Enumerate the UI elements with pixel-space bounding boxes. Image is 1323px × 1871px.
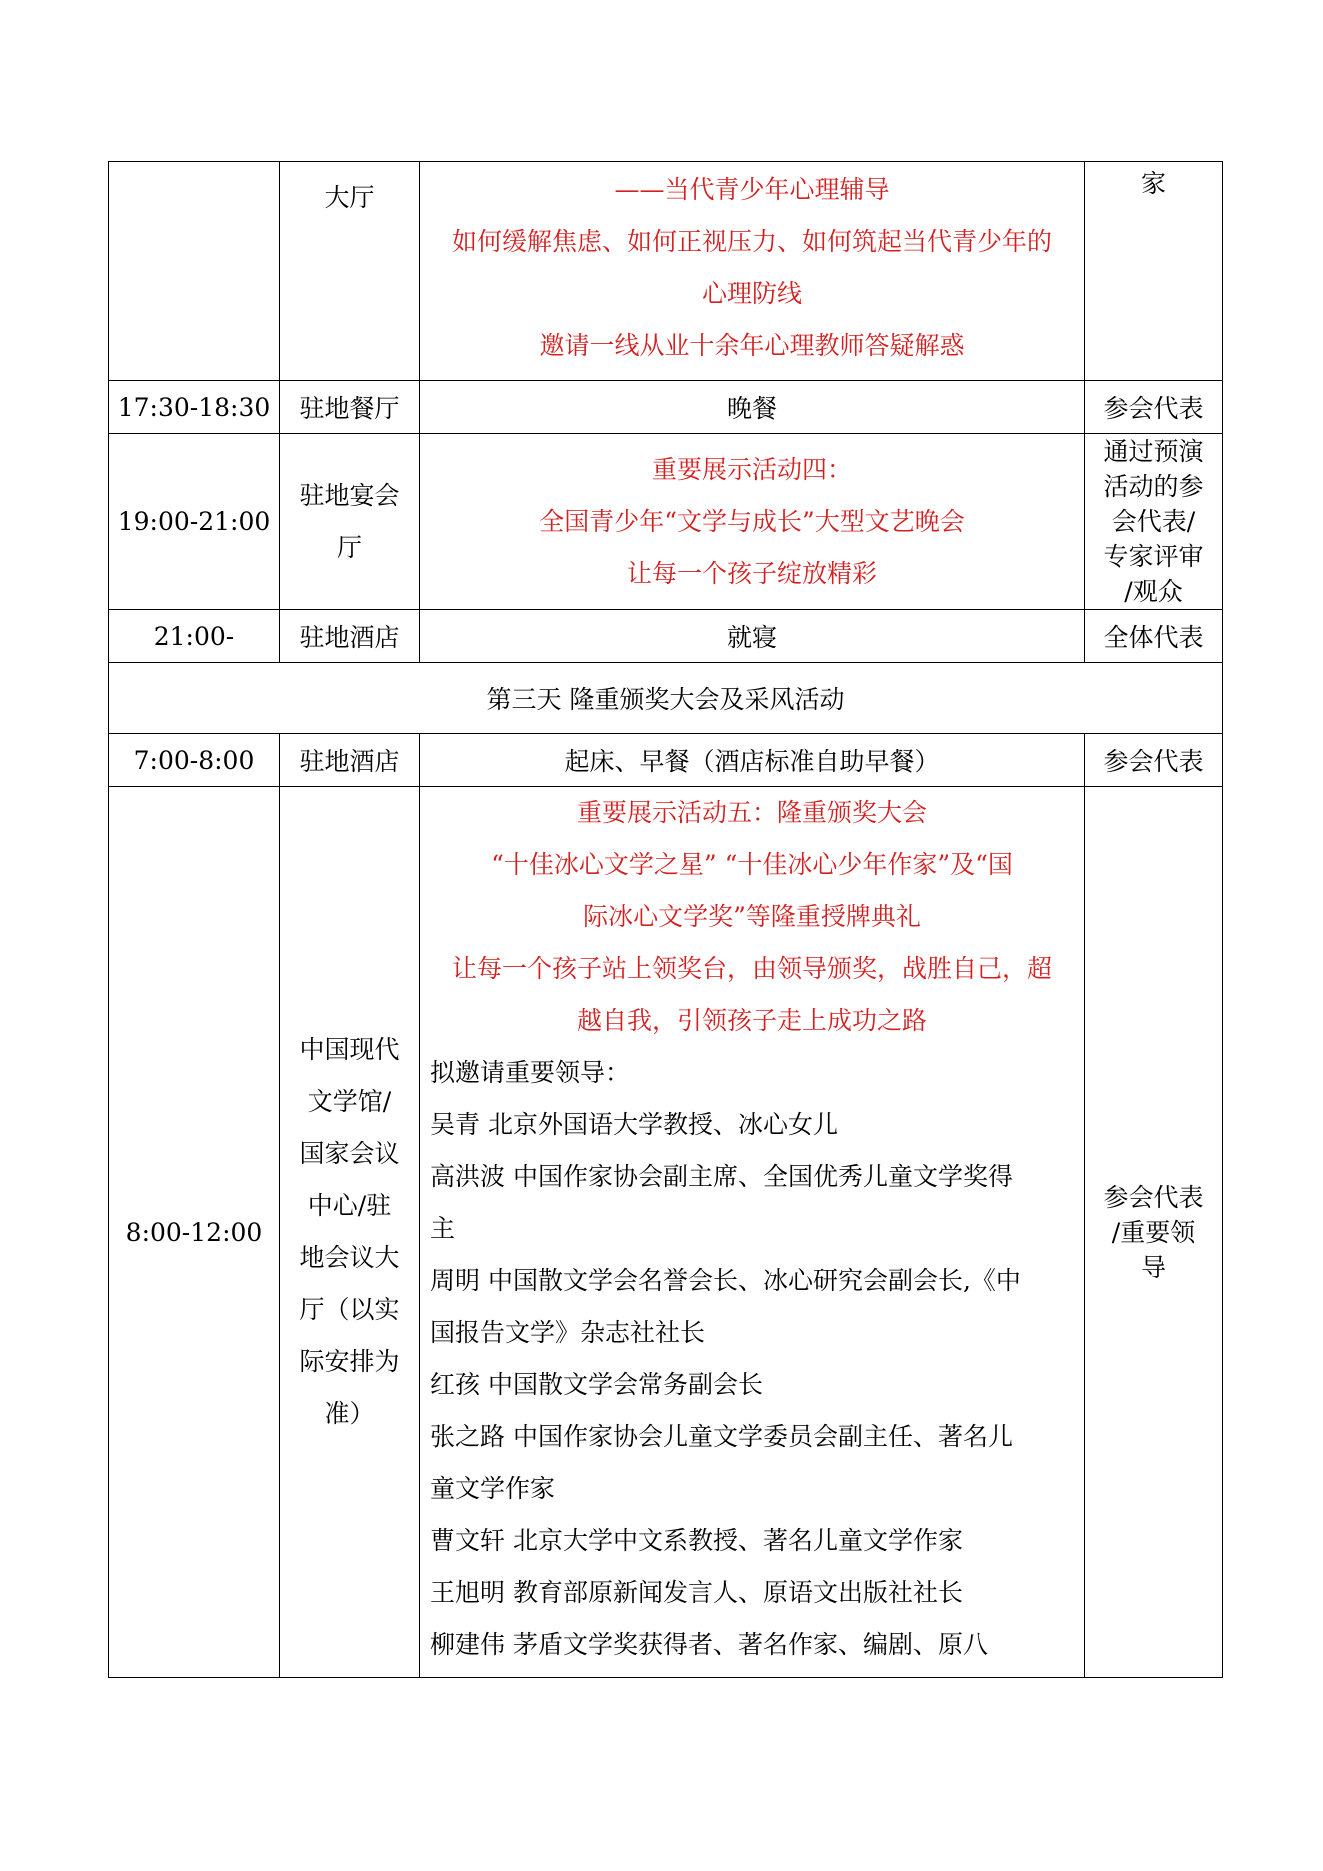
content-line: 越自我，引领孩子走上成功之路 (576, 1006, 927, 1035)
time-cell: 7:00-8:00 (109, 734, 280, 787)
content-line: 国报告文学》杂志社社长 (430, 1318, 706, 1347)
content-line: 邀请一线从业十余年心理教师答疑解惑 (539, 331, 965, 360)
time-cell: 17:30-18:30 (109, 381, 280, 434)
content-line: 如何缓解焦虑、如何正视压力、如何筑起当代青少年的 (451, 227, 1052, 256)
audience-cell: 参会代表 /重要领 导 (1085, 787, 1223, 1678)
content-line: “十佳冰心文学之星” “十佳冰心少年作家”及“国 (491, 850, 1013, 879)
table-row (109, 434, 1223, 610)
content-line: 柳建伟 茅盾文学奖获得者、著名作家、编剧、原八 (430, 1630, 988, 1659)
table-row (109, 663, 1223, 734)
table-row (109, 381, 1223, 434)
content-cell (420, 787, 1085, 1678)
content-line: ——当代青少年心理辅导 (614, 175, 890, 204)
schedule-table (108, 161, 1223, 1678)
content-line: 重要展示活动五：隆重颁奖大会 (576, 798, 927, 827)
audience-cell: 参会代表 (1085, 381, 1223, 434)
audience-cell: 通过预演 活动的参 会代表/ 专家评审 /观众 (1085, 434, 1223, 610)
venue-cell: 大厅 (280, 162, 420, 381)
content-cell (420, 162, 1085, 381)
content-line: 周明 中国散文学会名誉会长、冰心研究会副会长,《中 (430, 1266, 1021, 1295)
day-heading: 第三天 隆重颁奖大会及采风活动 (109, 663, 1223, 734)
content-line: 际冰心文学奖”等隆重授牌典礼 (583, 902, 921, 931)
table-row (109, 610, 1223, 663)
time-cell (109, 162, 280, 381)
audience-cell: 家 (1085, 162, 1223, 381)
content-line: 全国青少年“文学与成长”大型文艺晚会 (539, 506, 965, 536)
content-line: 拟邀请重要领导： (430, 1058, 631, 1087)
content-line: 张之路 中国作家协会儿童文学委员会副主任、著名儿 (430, 1422, 1013, 1451)
table-row (109, 734, 1223, 787)
content-line: 心理防线 (701, 279, 802, 308)
content-line: 主 (430, 1214, 456, 1243)
content-cell: 晚餐 (420, 381, 1085, 434)
content-line: 曹文轩 北京大学中文系教授、著名儿童文学作家 (430, 1526, 963, 1555)
table-row (109, 162, 1223, 381)
content-line: 吴青 北京外国语大学教授、冰心女儿 (430, 1110, 838, 1139)
content-line: 重要展示活动四： (651, 454, 852, 484)
content-line: 王旭明 教育部原新闻发言人、原语文出版社社长 (430, 1578, 963, 1607)
content-line: 让每一个孩子绽放精彩 (626, 558, 877, 588)
audience-cell: 参会代表 (1085, 734, 1223, 787)
content-line: 高洪波 中国作家协会副主席、全国优秀儿童文学奖得 (430, 1162, 1013, 1191)
venue-cell: 驻地酒店 (280, 734, 420, 787)
content-cell: 起床、早餐（酒店标准自助早餐） (420, 734, 1085, 787)
table-row (109, 787, 1223, 1678)
audience-cell: 全体代表 (1085, 610, 1223, 663)
time-cell: 19:00-21:00 (109, 434, 280, 610)
content-cell: 就寝 (420, 610, 1085, 663)
content-cell (420, 434, 1085, 610)
time-cell: 8:00-12:00 (109, 787, 280, 1678)
time-cell: 21:00- (109, 610, 280, 663)
venue-cell: 驻地餐厅 (280, 381, 420, 434)
venue-cell: 驻地宴会 厅 (280, 434, 420, 610)
content-line: 红孩 中国散文学会常务副会长 (430, 1370, 763, 1399)
venue-cell: 中国现代 文学馆/ 国家会议 中心/驻 地会议大 厅（以实 际安排为 准） (280, 787, 420, 1678)
content-line: 童文学作家 (430, 1474, 556, 1503)
venue-cell: 驻地酒店 (280, 610, 420, 663)
content-line: 让每一个孩子站上领奖台，由领导颁奖，战胜自己，超 (451, 954, 1052, 983)
